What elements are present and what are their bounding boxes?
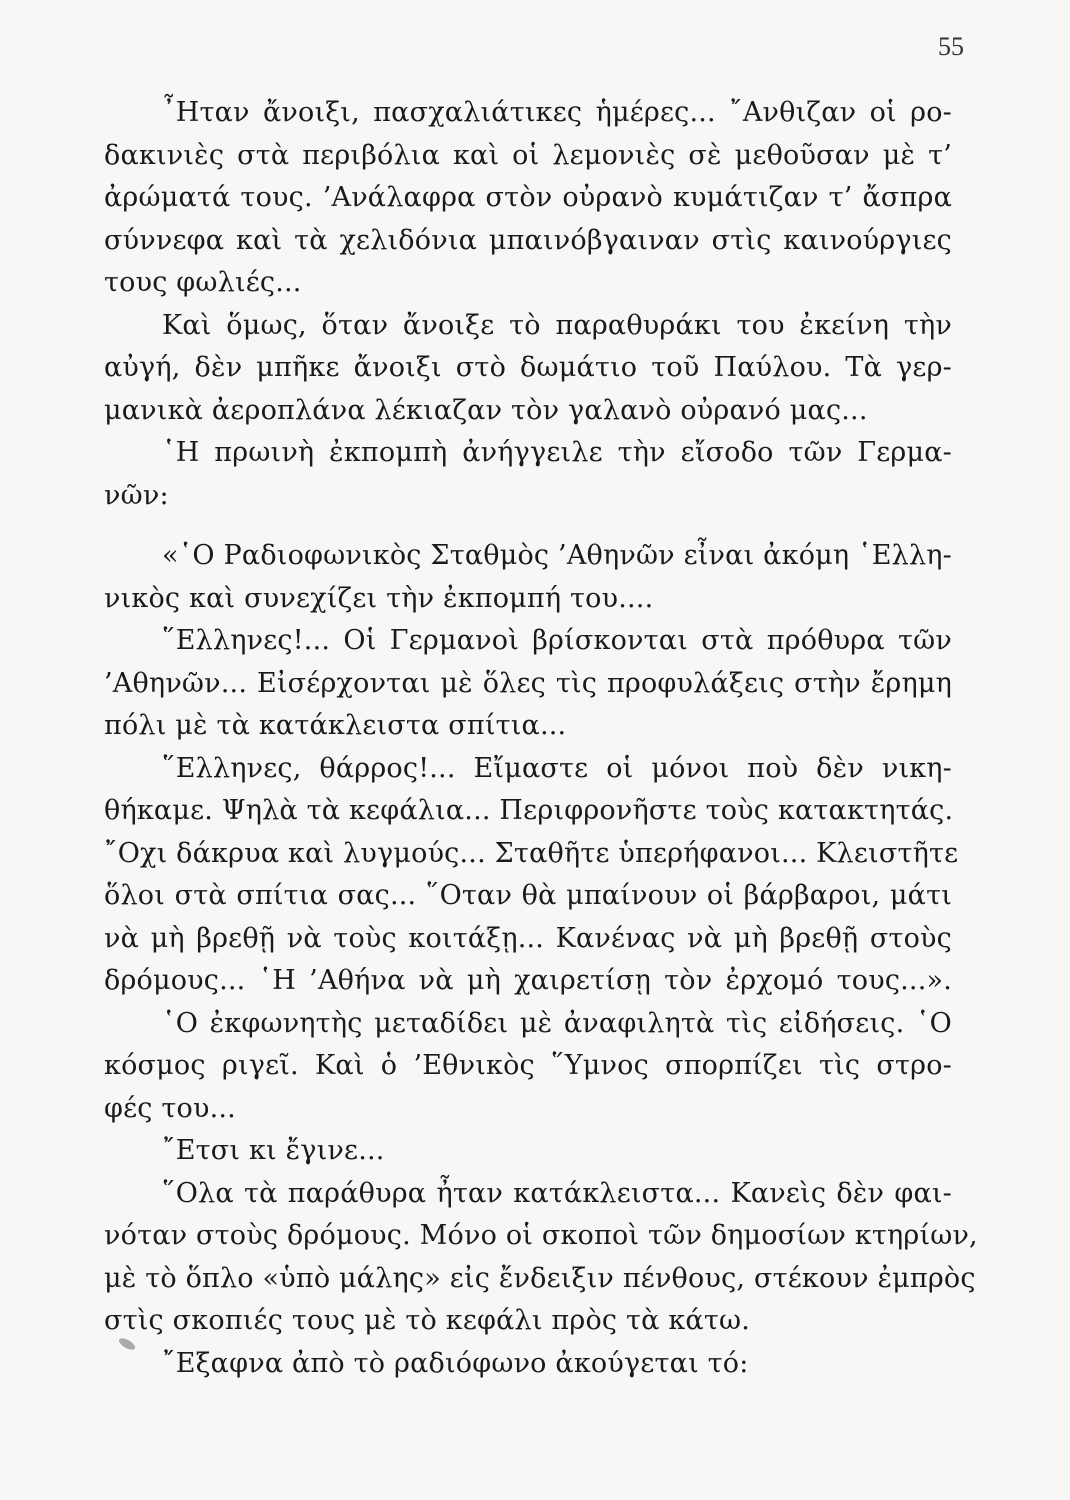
text-line: νὰ μὴ βρεθῇ νὰ τοὺς κοιτάξῃ... Κανένας νὰ μὴ βρεθῇ στοὺς xyxy=(104,922,952,954)
text-line: κόσμος ριγεῖ. Καὶ ὁ ’Εθνικὸς ῞Υμνος σπορπίζει τὶς στρο- xyxy=(104,1050,952,1081)
text-line: σύννεφα καὶ τὰ χελιδόνια μπαινόβγαιναν στὶς καινούργιες xyxy=(104,224,952,256)
text-line: ὅλοι στὰ σπίτια σας... ῞Οταν θὰ μπαίνουν οἱ βάρβαροι, μάτι xyxy=(104,880,952,911)
text-line: «῾Ο Ραδιοφωνικὸς Σταθμὸς ’Αθηνῶν εἶναι ἀκόμη ῾Ελλη- xyxy=(162,540,952,571)
text-line: μὲ τὸ ὅπλο «ὑπὸ μάλης» εἰς ἔνδειξιν πένθους, στέκουν ἐμπρὸς xyxy=(104,1262,976,1294)
text-line: πόλι μὲ τὰ κατάκλειστα σπίτια... xyxy=(104,710,567,741)
text-line: νόταν στοὺς δρόμους. Μόνο οἱ σκοποὶ τῶν δημοσίων κτηρίων, xyxy=(104,1220,978,1251)
text-line: δρόμους... ῾Η ’Αθήνα νὰ μὴ χαιρετίσῃ τὸν ἐρχομό τους...». xyxy=(104,965,952,996)
text-line: ῞Ελληνες!... Οἱ Γερμανοὶ βρίσκονται στὰ πρόθυρα τῶν xyxy=(162,625,952,656)
page-number: 55 xyxy=(938,32,964,61)
text-line: δακινιὲς στὰ περιβόλια καὶ οἱ λεμονιὲς σὲ μεθοῦσαν μὲ τ’ xyxy=(104,139,952,171)
text-line: ἀρώματά τους. ’Ανάλαφρα στὸν οὐρανὸ κυμάτιζαν τ’ ἄσπρα xyxy=(104,182,952,213)
text-line: ῞Ελληνες, θάρρος!... Εἴμαστε οἱ μόνοι ποὺ δὲν νικη- xyxy=(162,752,952,784)
text-line: ῾Η πρωινὴ ἐκπομπὴ ἀνήγγειλε τὴν εἴσοδο τῶν Γερμα- xyxy=(162,437,952,468)
body-text xyxy=(104,92,978,1385)
text-line: αὐγή, δὲν μπῆκε ἄνοιξι στὸ δωμάτιο τοῦ Παύλου. Τὰ γερ- xyxy=(104,352,952,383)
text-line: ῾Ο ἐκφωνητὴς μεταδίδει μὲ ἀναφιλητὰ τὶς εἰδήσεις. ῾Ο xyxy=(162,1007,952,1039)
paragraph-gap xyxy=(104,517,952,535)
text-line: θήκαμε. Ψηλὰ τὰ κεφάλια... Περιφρονῆστε τοὺς κατακτητάς. xyxy=(104,795,954,826)
text-line: μανικὰ ἀεροπλάνα λέκιαζαν τὸν γαλανὸ οὐρανό μας... xyxy=(104,394,868,426)
text-line: ῏Ηταν ἄνοιξι, πασχαλιάτικες ἡμέρες... ῎Ανθιζαν οἱ ρο- xyxy=(162,97,952,128)
text-line: ῎Οχι δάκρυα καὶ λυγμούς... Σταθῆτε ὑπερήφανοι... Κλειστῆτε xyxy=(104,837,959,869)
text-line: νικὸς καὶ συνεχίζει τὴν ἐκπομπή του.... xyxy=(104,582,654,614)
text-line: Καὶ ὅμως, ὅταν ἄνοιξε τὸ παραθυράκι του ἐκείνη τὴν xyxy=(162,309,952,341)
text-line: ῎Ετσι κι ἔγινε... xyxy=(162,1135,385,1166)
text-line: ῎Εξαφνα ἀπὸ τὸ ραδιόφωνο ἀκούγεται τό: xyxy=(162,1347,749,1379)
text-line: ’Αθηνῶν... Εἰσέρχονται μὲ ὅλες τὶς προφυλάξεις στὴν ἔρημη xyxy=(104,667,952,699)
text-line: τους φωλιές... xyxy=(104,267,302,298)
text-line: νῶν: xyxy=(104,479,169,511)
text-line: φές του... xyxy=(104,1092,236,1124)
text-line: στὶς σκοπιές τους μὲ τὸ κεφάλι πρὸς τὰ κάτω. xyxy=(104,1305,751,1336)
text-line: ῞Ολα τὰ παράθυρα ἦταν κατάκλειστα... Κανεὶς δὲν φαι- xyxy=(162,1177,952,1209)
